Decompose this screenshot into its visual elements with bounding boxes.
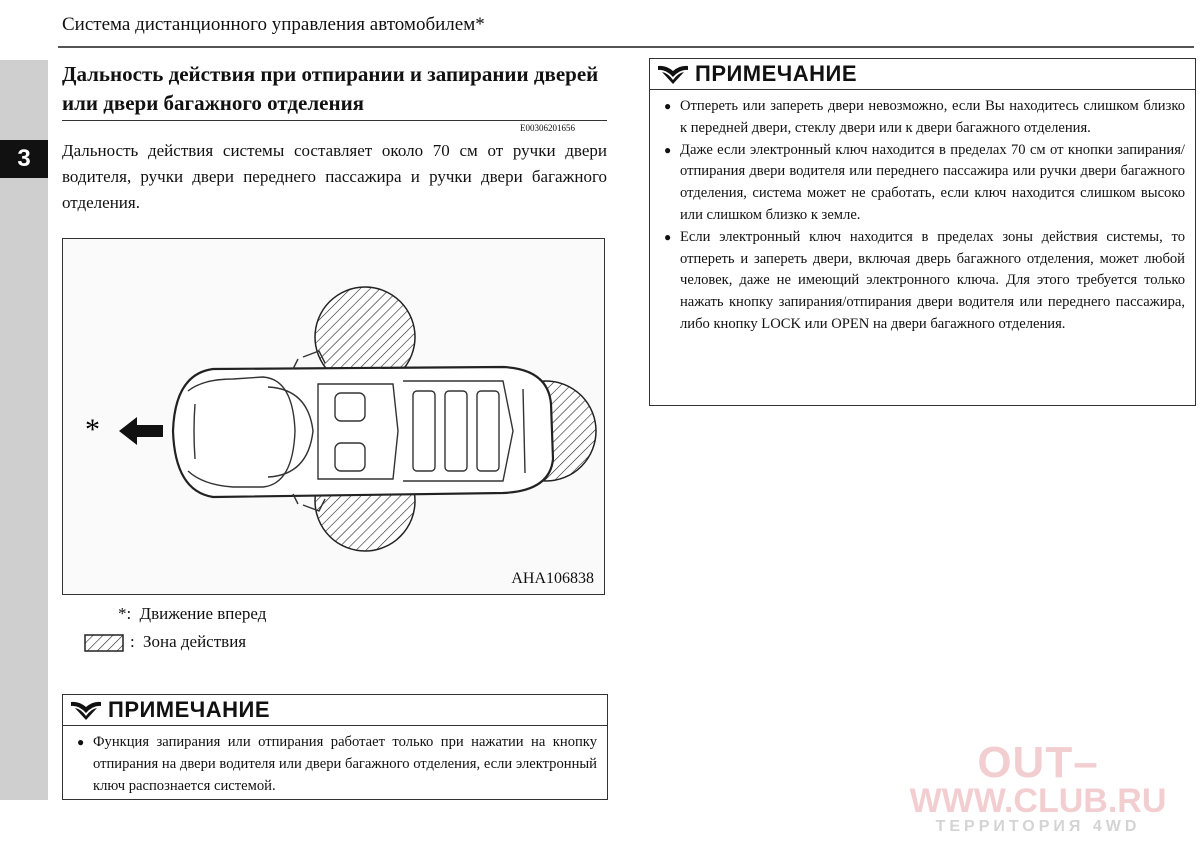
note-box-left [62, 694, 608, 800]
range-figure [62, 238, 605, 595]
header-rule [58, 46, 1194, 48]
figure-code: AHA106838 [511, 570, 594, 587]
legend-forward-mark: *: [118, 604, 132, 623]
note-title: ПРИМЕЧАНИЕ [108, 697, 271, 722]
note-list [63, 726, 607, 803]
legend-forward [118, 604, 266, 624]
note-icon [69, 699, 103, 721]
section-code: E00306201656 [520, 123, 575, 133]
legend-forward-label: Движение вперед [139, 604, 267, 623]
intro-paragraph: Дальность действия системы составляет около 70 см от ручки двери водителя, ручки двери переднего пассажира и ручки двери багажного отделения. [62, 141, 607, 212]
chapter-tab: 3 [0, 140, 48, 178]
forward-asterisk: * [85, 413, 100, 446]
heading-rule [62, 120, 607, 121]
note-item: ● Даже если электронный ключ находится в пределах 70 см от кнопки запирания/отпирания двери водителя или переднего пассажира или ручки двери багажного отделения, система может не сработать, если ключ находится слишком высоко или слишком близко к земле. [680, 140, 1185, 227]
note-icon [656, 63, 690, 85]
note-box-right [649, 58, 1196, 406]
note-item: ● Функция запирания или отпирания работает только при нажатии на кнопку отпирания на двери водителя или двери багажного отделения, если электронный ключ распознается системой. [93, 732, 597, 797]
legend-zone-mark: : [130, 632, 135, 651]
hatch-swatch-icon [84, 634, 124, 652]
watermark-line2: WWW.CLUB.RU [909, 782, 1167, 820]
note-header [63, 695, 607, 726]
section-heading: Дальность действия при отпирании и запирании дверей или двери багажного отделения [62, 62, 599, 115]
watermark-line3: ТЕРРИТОРИЯ 4WD [935, 818, 1141, 835]
note-item: ● Отпереть или запереть двери невозможно, если Вы находитесь слишком близко к передней двери, стеклу двери или к двери багажного отделения. [680, 96, 1185, 140]
legend-zone-label: Зона действия [142, 632, 247, 651]
note-list [650, 90, 1195, 342]
watermark-line1: OUT– [977, 738, 1099, 787]
note-header [650, 59, 1195, 90]
car-body [173, 367, 553, 497]
car-top-view-illustration [63, 239, 604, 594]
note-item: ● Если электронный ключ находится в пределах зоны действия системы, то отпереть и запереть двери, включая дверь багажного отделения, может любой человек, даже не имеющий электронного ключа. Для этого требуется только нажать кнопку запирания/отпирания двери водителя или переднего пассажира, либо кнопку LOCK или OPEN на двери багажного отделения. [680, 227, 1185, 336]
forward-arrow [119, 417, 163, 445]
site-watermark [888, 738, 1188, 836]
legend-zone [84, 632, 246, 652]
page-header-title: Система дистанционного управления автомобилем* [62, 14, 485, 35]
note-title: ПРИМЕЧАНИЕ [695, 61, 858, 86]
